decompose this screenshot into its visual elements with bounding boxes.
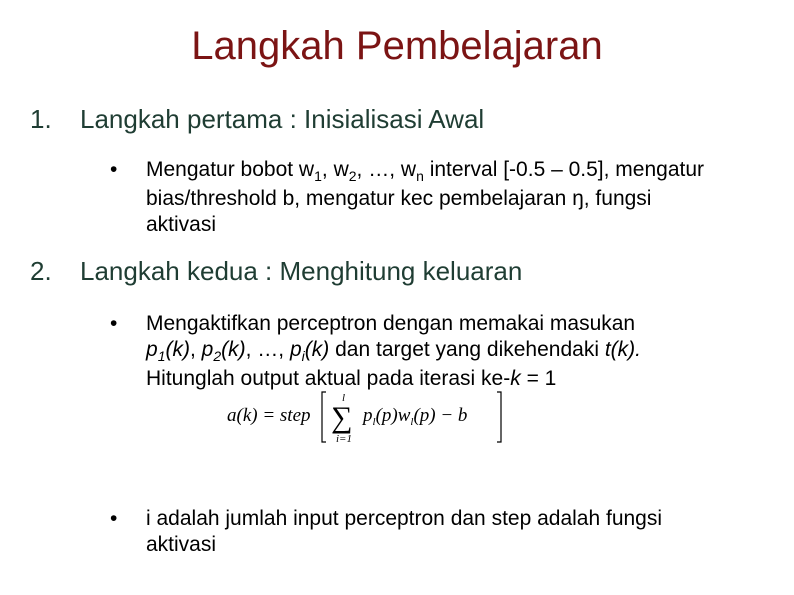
text-run: , …, (245, 338, 290, 362)
activation-formula (225, 390, 515, 445)
step-2-heading-text: Langkah kedua : Menghitung keluaran (80, 256, 523, 286)
text-line (146, 337, 706, 366)
text-run: , w (321, 158, 349, 181)
subscript: n (416, 168, 424, 185)
formula-body: $p_l(p)w_l(p) - b$ (363, 405, 468, 428)
text-run: (k) (221, 338, 246, 362)
text-line: Mengaktifkan perceptron dengan memakai masukan (146, 312, 636, 335)
subscript: 2 (348, 168, 357, 185)
sigma-symbol: ∑ (331, 401, 353, 434)
sum-upper-limit: l (342, 392, 346, 404)
text-run: k (510, 367, 521, 391)
step-2-heading (30, 256, 522, 287)
text-run: p (289, 338, 302, 362)
text-run: , …, w (356, 158, 417, 181)
bullet-marker: • (110, 507, 118, 530)
text-run: (k) (304, 338, 330, 362)
step-2-bullet-2-text: i adalah jumlah input perceptron dan step adalah fungsi aktivasi (146, 507, 663, 557)
subscript: 1 (157, 348, 166, 365)
text-run: Hitunglah output aktual pada iterasi ke- (146, 367, 511, 391)
text-line (146, 366, 706, 392)
step-2-bullet-1-text (146, 311, 706, 393)
subscript: 2 (213, 348, 222, 365)
text-run: interval [-0.5 – 0.5], mengatur bias/threshold b, mengatur kec pembelajaran ŋ, fungsi aktivasi (146, 158, 705, 237)
step-1-number: 1. (30, 104, 52, 134)
step-1-heading (30, 104, 484, 135)
left-bracket (322, 392, 326, 442)
step-1-bullet-text (146, 157, 706, 239)
text-run: = 1 (520, 367, 557, 391)
text-run: , (189, 338, 202, 362)
text-run: (k) (165, 338, 190, 362)
subscript: i (301, 348, 305, 365)
slide-title: Langkah Pembelajaran (191, 24, 603, 68)
text-run: Mengatur bobot w (146, 158, 315, 181)
formula-lhs: a(k) = step (227, 405, 311, 426)
text-run: dan target yang dikehendaki (329, 338, 605, 362)
text-run: t(k). (604, 338, 641, 362)
bullet-marker: • (110, 312, 118, 335)
subscript: 1 (314, 168, 322, 185)
bullet-marker: • (110, 158, 118, 181)
right-bracket (497, 392, 501, 442)
sum-lower-limit: i=1 (336, 433, 352, 445)
text-run: p (146, 338, 158, 362)
text-run: p (201, 338, 214, 362)
step-2-number: 2. (30, 256, 52, 286)
step-1-heading-text: Langkah pertama : Inisialisasi Awal (80, 104, 485, 134)
